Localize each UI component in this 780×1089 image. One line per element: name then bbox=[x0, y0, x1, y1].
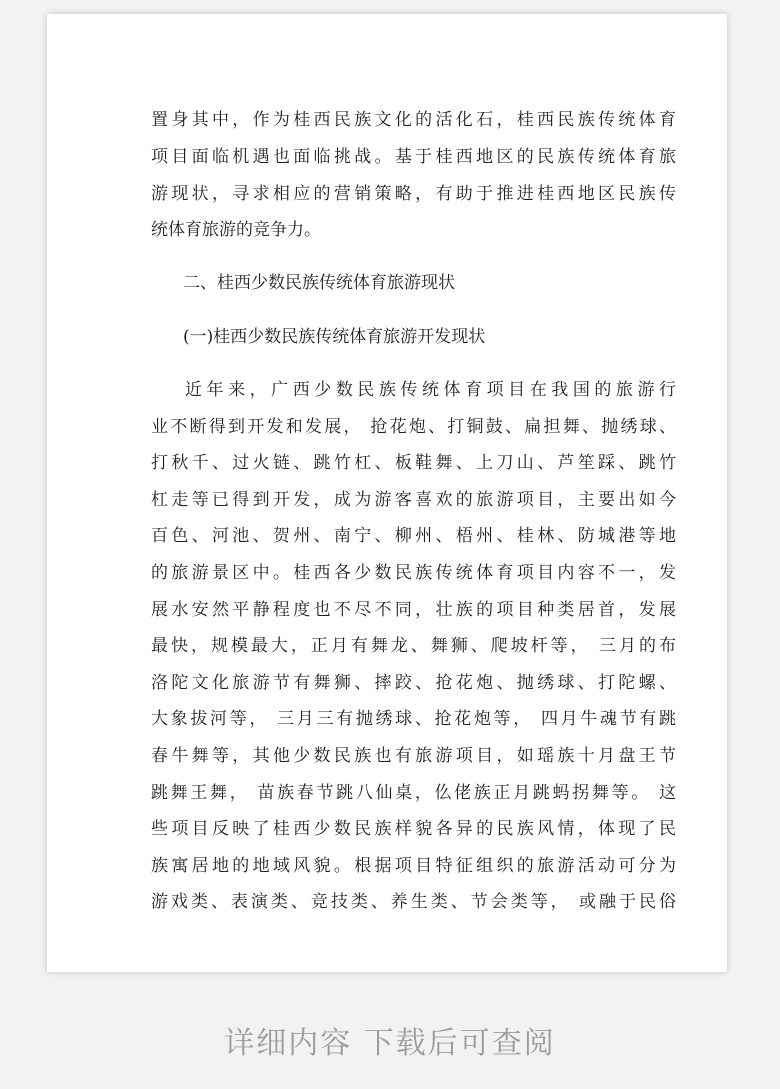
paragraph-line: 百色、河池、贺州、南宁、柳州、梧州、桂林、防城港等地 bbox=[151, 526, 676, 546]
paragraph-line: 展水安然平静程度也不尽不同，壮族的项目种类居首，发展 bbox=[151, 600, 676, 620]
paragraph-line: 族寓居地的地域风貌。根据项目特征组织的旅游活动可分为 bbox=[151, 856, 676, 876]
paragraph-line: 项目面临机遇也面临挑战。基于桂西地区的民族传统体育旅 bbox=[151, 147, 676, 167]
section-heading: 二、桂西少数民族传统体育旅游现状 bbox=[183, 273, 455, 293]
paragraph-line: 最快，规模最大，正月有舞龙、舞狮、爬坡杆等， 三月的布 bbox=[151, 636, 676, 656]
paragraph-line: 游现状，寻求相应的营销策略，有助于推进桂西地区民族传 bbox=[151, 184, 676, 204]
paragraph-line: 跳舞王舞， 苗族春节跳八仙桌，仫佬族正月跳蚂拐舞等。 这 bbox=[151, 783, 676, 803]
paragraph-line: 游戏类、表演类、竞技类、养生类、节会类等， 或融于民俗 bbox=[151, 892, 676, 912]
paragraph-line: 大象拔河等， 三月三有抛绣球、抢花炮等， 四月牛魂节有跳 bbox=[151, 709, 676, 729]
paragraph-line: 春牛舞等，其他少数民族也有旅游项目，如瑶族十月盘王节 bbox=[151, 746, 676, 766]
paragraph-line: 置身其中，作为桂西民族文化的活化石，桂西民族传统体育 bbox=[151, 110, 676, 130]
paragraph-line: 打秋千、过火链、跳竹杠、板鞋舞、上刀山、芦笙踩、跳竹 bbox=[151, 453, 676, 473]
subsection-heading: (一)桂西少数民族传统体育旅游开发现状 bbox=[183, 327, 486, 347]
paragraph-line: 近年来，广西少数民族传统体育项目在我国的旅游行 bbox=[185, 380, 676, 400]
paragraph-line: 杠走等已得到开发，成为游客喜欢的旅游项目，主要出如今 bbox=[151, 490, 676, 510]
download-hint: 详细内容 下载后可查阅 bbox=[224, 1026, 556, 1061]
paragraph-line: 的旅游景区中。桂西各少数民族传统体育项目内容不一，发 bbox=[151, 563, 676, 583]
paragraph-line: 业不断得到开发和发展， 抢花炮、打铜鼓、扁担舞、抛绣球、 bbox=[151, 417, 676, 437]
document-page bbox=[47, 14, 727, 972]
paragraph-line: 些项目反映了桂西少数民族样貌各异的民族风情，体现了民 bbox=[151, 819, 676, 839]
paragraph-line: 统体育旅游的竞争力。 bbox=[151, 220, 321, 240]
paragraph-line: 洛陀文化旅游节有舞狮、摔跤、抢花炮、抛绣球、打陀螺、 bbox=[151, 673, 676, 693]
